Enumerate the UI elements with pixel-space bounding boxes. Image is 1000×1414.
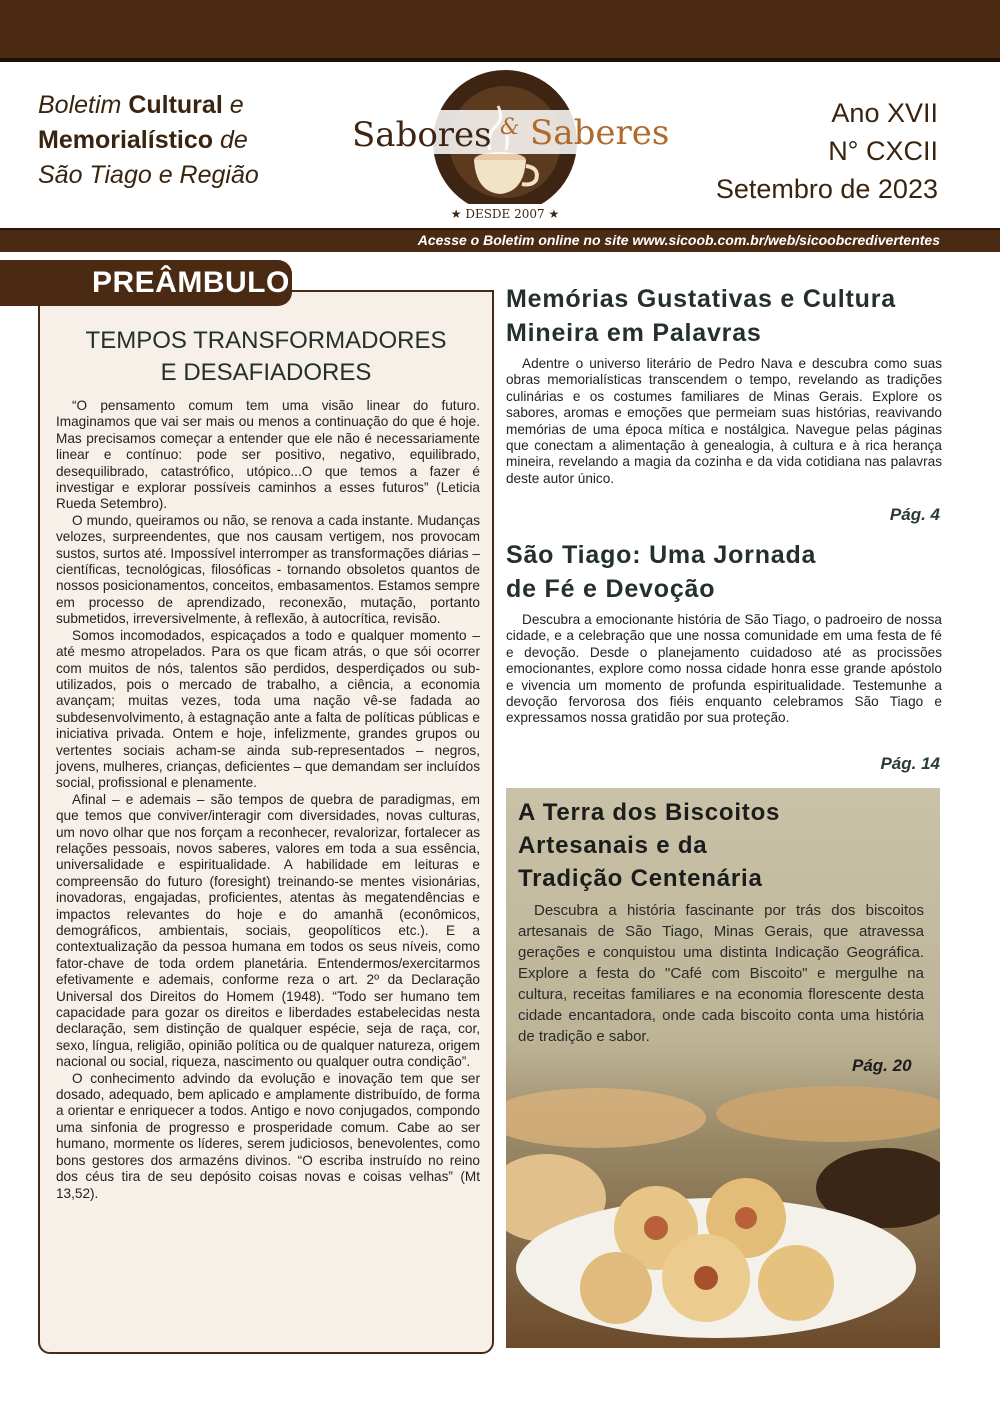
article-body: Descubra a emocionante história de São Tiago, o padroeiro de nossa cidade, e a celebração que une nossa comunidade em uma festa de fé e devoção. Desde o planejamento cuidadoso até as procissões emocionantes, explore como nossa cidade honra esse grande apóstolo e vivencia um momento de profunda espiritualidade. Testemunhe a devoção fervorosa dos fiéis enquanto celebramos São Tiago e expressamos nossa gratidão por sua proteção. xyxy=(506,612,942,726)
feature-title xyxy=(518,796,818,895)
article-title xyxy=(506,538,942,606)
issue-number: N° CXCII xyxy=(828,136,938,166)
issue-info xyxy=(716,94,938,208)
article-sao-tiago xyxy=(506,538,942,727)
article-page-ref: Pág. 4 xyxy=(889,505,940,524)
article-title-line: de Fé e Devoção xyxy=(506,575,716,603)
logo-ampersand: & xyxy=(500,115,520,140)
article-memorias xyxy=(506,282,942,487)
preambulo-title-line: E DESAFIADORES xyxy=(160,359,372,386)
logo-word-saberes: Saberes xyxy=(530,113,670,153)
issue-year: Ano XVII xyxy=(831,98,938,128)
top-banner xyxy=(0,0,1000,62)
feature-biscoitos xyxy=(506,788,940,1348)
masthead-word: de xyxy=(213,126,248,154)
masthead-region: São Tiago e Região xyxy=(38,161,259,189)
preambulo-body xyxy=(56,398,480,1202)
article-title xyxy=(506,282,942,350)
masthead-subtitle xyxy=(38,88,338,193)
feature-page-ref: Pág. 20 xyxy=(852,1056,912,1075)
logo-word-sabores: Sabores xyxy=(352,115,492,155)
preambulo-paragraph: “O pensamento comum tem uma visão linear do futuro. Imaginamos que vai ser mais ou menos a continuação do que é hoje. Mas precisamos começar a entender que ele não é necessariamente linear e contínuo: pode ser positivo, negativo, equilibrado, desequilibrado, catastrófico, utópico...O que temos a fazer é investigar e explorar possíveis caminhos a esses futuros” (Leticia Rueda Setembro). xyxy=(56,398,480,512)
preambulo-tab xyxy=(0,260,292,306)
article-title-line: São Tiago: Uma Jornada xyxy=(506,541,817,569)
issue-date: Setembro de 2023 xyxy=(715,174,938,204)
article-body: Adentre o universo literário de Pedro Nava e descubra como suas obras memorialísticas transcendem o tempo, revelando as tradições culinárias e os costumes familiares de Minas Gerais. Explore os sabores, aromas e emoções que permeiam suas histórias, reavivando memórias de uma época mítica e nostálgica. Navegue pelas páginas que conectam a alimentação à genealogia, à cultura e à rica herança mineira, revelando a magia da cozinha e da vida cotidiana nas palavras deste autor único. xyxy=(506,356,942,486)
online-url-text: Acesse o Boletim online no site www.sicoob.com.br/web/sicoobcredivertentes xyxy=(417,232,940,248)
sabores-saberes-logo xyxy=(340,64,670,224)
article-page-ref: Pág. 14 xyxy=(880,754,940,773)
masthead-word: Memorialístico xyxy=(38,126,214,154)
preambulo-paragraph: O conhecimento advindo da evolução e inovação tem que ser dosado, adequado, bem aplicado e amplamente distribuído, de forma a orientar e enriquecer a todos. Antigo e novo conjugados, compondo uma sinfonia de progresso e prosperidade comum. Cabe ao ser humano, mormente os líderes, serem judiciosos, benevolentes, como bons gestores dos armazéns divinos. “O escriba instruído no reino dos céus tira de seu depósito coisas novas e coisas velhas” (Mt 13,52). xyxy=(56,1070,480,1201)
preambulo-title-line: TEMPOS TRANSFORMADORES xyxy=(85,327,447,354)
article-title-line: Mineira em Palavras xyxy=(506,319,762,347)
masthead-word: Cultural xyxy=(128,91,223,119)
feature-title-line: Artesanais e da xyxy=(518,832,708,859)
masthead-word: Boletim xyxy=(38,91,129,119)
masthead-word: e xyxy=(222,91,244,119)
preambulo-title xyxy=(40,325,492,389)
url-bar xyxy=(0,228,1000,252)
preambulo-tab-label: PREÂMBULO xyxy=(92,266,290,299)
preambulo-paragraph: Somos incomodados, espicaçados a todo e qualquer momento – até mesmo atropelados. Para os que ficam atrás, o que sói ocorrer com muitos de nós, talentos são perdidos, desperdiçados ou sub-utilizados, pois o mercado de trabalho, a ciência, a economia avançam; muitas vezes, toda uma nação vê-se fadada ao subdesenvolvimento, à estagnação ante a falta de políticas públicas e iniciativa privada. Ontem e hoje, infelizmente, grandes grupos ou vertentes sociais acham-se ainda sub-representados – negros, jovens, mulheres, crianças, deficientes – que demandam ser incluídos social, profissional e plenamente. xyxy=(56,627,480,791)
biscuits-photo xyxy=(506,1078,940,1348)
preambulo-paragraph: O mundo, queiramos ou não, se renova a cada instante. Mudanças velozes, surpreendentes, que nos causam vertigem, nos provocam sustos, surtos até. Impossível interromper as transformações diárias – científicas, tecnológicas, filosóficas - tornando obsoletos quantos de nossos posicionamentos, conceitos, embasamentos. Estamos sempre em processo de aprendizado, reconexão, mutação, portanto submetidos, irreversivelmente, à reflexão, à autocrítica, revisão. xyxy=(56,512,480,627)
feature-title-line: A Terra dos Biscoitos xyxy=(518,799,781,826)
preambulo-paragraph: Afinal – e ademais – são tempos de quebra de paradigmas, em que temos que conviver/interagir com diversidades, novas culturas, um novo olhar que nos forçam a reconhecer, revalorizar, fortalecer as relações pessoais, novos saberes, valores em toda a sua essência, universalidade e espiritualidade. A habilidade em leituras e compreensão do futuro (foresight) treinando-se mentes visionárias, inovadoras, engajadas, proficientes, atentas às megatendências e impactos relevantes do hoje e do amanhã (econômicos, demográficos, ambientais, sociais, geopolíticos etc.). E a contextualização da pessoa humana em todos os seus níveis, como fator-chave de toda ordem planetária. Entendermos/exercitarmos efetivamente e ademais, conforme reza o art. 2º da Declaração Universal dos Direitos do Homem (1948). “Todo ser humano tem capacidade para gozar os direitos e liberdades estabelecidas nesta declaração, sem distinção de qualquer espécie, seja de raça, cor, sexo, língua, religião, opinião política ou de qualquer natureza, origem nacional ou social, riqueza, nascimento ou qualquer outra condição”. xyxy=(56,791,480,1070)
article-title-line: Memórias Gustativas e Cultura xyxy=(506,285,896,313)
feature-title-line: Tradição Centenária xyxy=(518,865,763,892)
logo-since: ★ DESDE 2007 ★ xyxy=(450,207,560,221)
feature-body: Descubra a história fascinante por trás dos biscoitos artesanais de São Tiago, Minas Gerais, que atravessa gerações e conquistou uma distinta Indicação Geográfica. Explore a festa do "Café com Biscoito" e mergulhe na cultura, receitas familiares e na economia florescente desta cidade encantadora, onde cada biscoito conta uma história de tradição e sabor. xyxy=(518,902,924,1045)
